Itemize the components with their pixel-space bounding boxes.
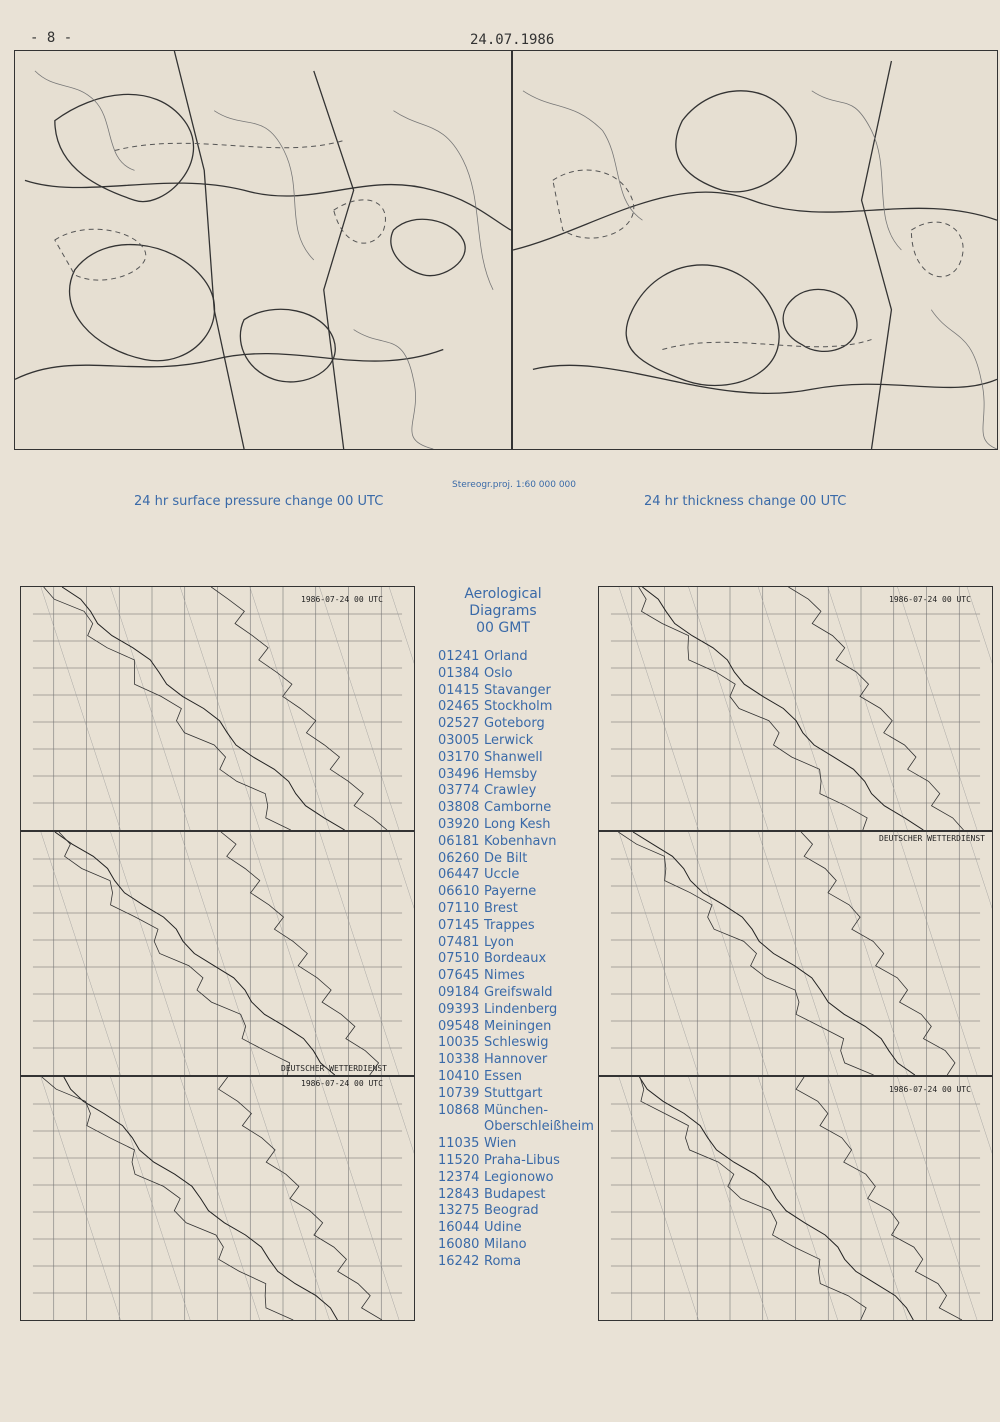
list-item — [438, 884, 594, 901]
station-name: Beograd — [484, 1203, 539, 1219]
list-item — [438, 683, 594, 700]
station-id: 10868 — [438, 1102, 480, 1118]
station-id: 09548 — [438, 1018, 480, 1034]
aerological-diagram — [20, 1076, 415, 1321]
list-item — [438, 733, 594, 750]
list-item — [438, 1119, 594, 1136]
aerological-diagram — [20, 586, 415, 831]
station-name: Wien — [484, 1136, 517, 1152]
station-id: 02465 — [438, 699, 480, 715]
list-item — [438, 1019, 594, 1036]
station-name: Legionowo — [484, 1169, 554, 1185]
list-item — [438, 985, 594, 1002]
list-item — [438, 1069, 594, 1086]
thickness-change-map — [512, 50, 998, 450]
station-id — [438, 1119, 484, 1136]
aerological-diagram — [598, 831, 993, 1076]
station-id: 03920 — [438, 816, 480, 832]
station-name: Stuttgart — [484, 1085, 543, 1101]
station-name: Essen — [484, 1068, 522, 1084]
list-item — [438, 1254, 594, 1271]
page-date: 24.07.1986 — [470, 32, 555, 48]
station-id: 16242 — [438, 1253, 480, 1269]
station-id: 06447 — [438, 867, 480, 883]
station-list — [438, 586, 594, 1270]
station-name: Uccle — [484, 867, 520, 883]
list-item — [438, 851, 594, 868]
list-item — [438, 1035, 594, 1052]
diagram-date: 1986-07-24 00 UTC — [301, 595, 383, 604]
station-name: Stavanger — [484, 682, 551, 698]
station-name: Bordeaux — [484, 951, 547, 967]
station-id: 06181 — [438, 833, 480, 849]
list-item — [438, 834, 594, 851]
station-name: Payerne — [484, 884, 537, 900]
aerological-diagram — [598, 586, 993, 831]
diagram-date: 1986-07-24 00 UTC — [889, 1085, 971, 1094]
list-item — [438, 935, 594, 952]
list-title-3: 00 GMT — [476, 620, 530, 636]
station-name: Roma — [484, 1253, 522, 1269]
list-item — [438, 649, 594, 666]
diagram-issuer: DEUTSCHER WETTERDIENST — [281, 1064, 387, 1073]
station-id: 16044 — [438, 1220, 480, 1236]
surface-pressure-change-map — [14, 50, 512, 450]
right-map-caption: 24 hr thickness change 00 UTC — [644, 494, 847, 509]
station-id: 07645 — [438, 968, 480, 984]
aerological-diagram — [20, 831, 415, 1076]
station-name: Milano — [484, 1236, 527, 1252]
station-id: 07145 — [438, 917, 480, 933]
list-item — [438, 800, 594, 817]
list-item — [438, 951, 594, 968]
list-item — [438, 699, 594, 716]
station-name: Schleswig — [484, 1035, 549, 1051]
station-id: 12843 — [438, 1186, 480, 1202]
station-name: Kobenhavn — [484, 833, 557, 849]
station-name: Greifswald — [484, 984, 553, 1000]
list-item — [438, 817, 594, 834]
station-id: 07510 — [438, 951, 480, 967]
list-item — [438, 867, 594, 884]
list-title-1: Aerological — [464, 586, 542, 602]
station-name: Lyon — [484, 934, 514, 950]
station-name: Lindenberg — [484, 1001, 558, 1017]
station-id: 01241 — [438, 649, 480, 664]
station-name: Hemsby — [484, 766, 538, 782]
station-id: 09393 — [438, 1001, 480, 1017]
station-name: Hannover — [484, 1052, 548, 1068]
station-id: 11035 — [438, 1136, 480, 1152]
map-right-drawing — [513, 51, 997, 449]
station-name: Trappes — [484, 917, 535, 933]
station-name: Oberschleißheim — [484, 1119, 594, 1135]
station-name: Lerwick — [484, 732, 534, 748]
station-id: 16080 — [438, 1236, 480, 1252]
station-name: Goteborg — [484, 716, 545, 732]
station-id: 09184 — [438, 984, 480, 1000]
list-item — [438, 1002, 594, 1019]
map-left-drawing — [15, 51, 511, 449]
stations — [438, 649, 594, 1270]
station-name: Brest — [484, 900, 518, 916]
station-name: De Bilt — [484, 850, 528, 866]
station-name: Shanwell — [484, 749, 543, 765]
list-item — [438, 1220, 594, 1237]
list-item — [438, 767, 594, 784]
station-name: Camborne — [484, 800, 552, 816]
list-item — [438, 901, 594, 918]
station-id: 06610 — [438, 884, 480, 900]
station-id: 02527 — [438, 716, 480, 732]
station-id: 10035 — [438, 1035, 480, 1051]
station-name: Praha-Libus — [484, 1152, 560, 1168]
station-name: Budapest — [484, 1186, 546, 1202]
station-name: Crawley — [484, 783, 537, 799]
list-item — [438, 918, 594, 935]
list-item — [438, 1237, 594, 1254]
projection-note: Stereogr.proj. 1:60 000 000 — [452, 480, 577, 490]
diagram-date: 1986-07-24 00 UTC — [301, 1079, 383, 1088]
list-item — [438, 1136, 594, 1153]
diagram-date: 1986-07-24 00 UTC — [889, 595, 971, 604]
aerological-diagram — [598, 1076, 993, 1321]
station-id: 13275 — [438, 1203, 480, 1219]
station-name: Meiningen — [484, 1018, 552, 1034]
station-name: Nimes — [484, 968, 525, 984]
list-item — [438, 1187, 594, 1204]
list-item — [438, 1052, 594, 1069]
list-item — [438, 968, 594, 985]
station-name: Long Kesh — [484, 816, 551, 832]
station-name: Orland — [484, 649, 528, 664]
list-item — [438, 750, 594, 767]
station-name: Stockholm — [484, 699, 553, 715]
left-map-caption: 24 hr surface pressure change 00 UTC — [134, 494, 384, 509]
list-item — [438, 1153, 594, 1170]
station-id: 11520 — [438, 1152, 480, 1168]
station-id: 12374 — [438, 1169, 480, 1185]
station-id: 01415 — [438, 682, 480, 698]
station-id: 06260 — [438, 850, 480, 866]
station-id: 03808 — [438, 800, 480, 816]
station-id: 03774 — [438, 783, 480, 799]
station-id: 07481 — [438, 934, 480, 950]
station-id: 10410 — [438, 1068, 480, 1084]
station-name: Udine — [484, 1220, 522, 1236]
station-id: 03496 — [438, 766, 480, 782]
station-id: 03170 — [438, 749, 480, 765]
station-id: 10739 — [438, 1085, 480, 1101]
station-id: 01384 — [438, 665, 480, 681]
list-item — [438, 1170, 594, 1187]
page-number: - 8 - — [30, 30, 73, 46]
station-id: 03005 — [438, 732, 480, 748]
station-name: Oslo — [484, 665, 513, 681]
diagram-issuer: DEUTSCHER WETTERDIENST — [879, 834, 985, 843]
list-item — [438, 716, 594, 733]
list-title-2: Diagrams — [469, 603, 537, 619]
station-id: 07110 — [438, 900, 480, 916]
list-item — [438, 1086, 594, 1103]
list-item — [438, 666, 594, 683]
station-id: 10338 — [438, 1052, 480, 1068]
list-item — [438, 1103, 594, 1120]
list-item — [438, 1203, 594, 1220]
list-item — [438, 783, 594, 800]
station-name: München- — [484, 1102, 549, 1118]
